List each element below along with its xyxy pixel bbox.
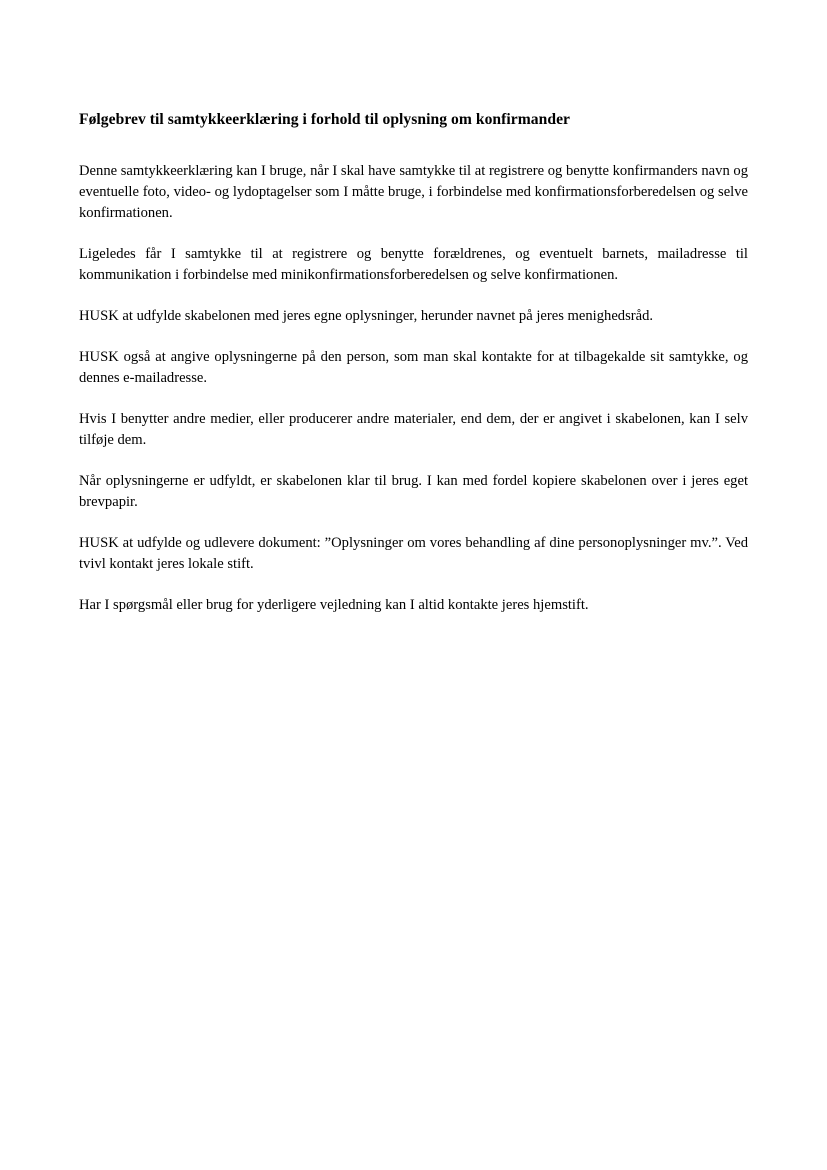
paragraph-spacer xyxy=(79,327,748,347)
paragraph-husk-tilbagekald: HUSK også at angive oplysningerne på den person, som man skal kontakte for at tilbagekalde sit samtykke, og dennes e-mailadresse. xyxy=(79,349,748,386)
title-spacer xyxy=(79,130,748,161)
paragraph-husk-dokument: HUSK at udfylde og udlevere dokument: ”Oplysninger om vores behandling af dine personoplysninger mv.”. Ved tvivl kontakt jeres lokale stift. xyxy=(79,535,748,572)
paragraph-spacer xyxy=(79,451,748,471)
paragraph-spacer xyxy=(79,224,748,244)
paragraph-mailadresse: Ligeledes får I samtykke til at registrere og benytte forældrenes, og eventuelt barnets, mailadresse til kommunikation i forbindelse med minikonfirmationsforberedelsen og selve konfirmationen. xyxy=(79,246,748,283)
paragraph-spacer xyxy=(79,513,748,533)
paragraph-hjemstift: Har I spørgsmål eller brug for yderligere vejledning kan I altid kontakte jeres hjemstift. xyxy=(79,597,589,613)
paragraph-andre-medier: Hvis I benytter andre medier, eller producerer andre materialer, end dem, der er angivet i skabelonen, kan I selv tilføje dem. xyxy=(79,411,748,448)
paragraph-spacer xyxy=(79,286,748,306)
paragraph-husk-udfylde-skabelon: HUSK at udfylde skabelonen med jeres egne oplysninger, herunder navnet på jeres menighedsråd. xyxy=(79,308,654,324)
paragraph-spacer xyxy=(79,575,748,595)
page-title: Følgebrev til samtykkeerklæring i forhold til oplysning om konfirmander xyxy=(79,111,571,128)
document-body xyxy=(79,110,748,616)
paragraph-intro: Denne samtykkeerklæring kan I bruge, når I skal have samtykke til at registrere og benytte konfirmanders navn og eventuelle foto, video- og lydoptagelser som I måtte bruge, i forbindelse med konfirmationsforberedelsen og selve konfirmationen. xyxy=(79,163,748,221)
paragraph-spacer xyxy=(79,389,748,409)
paragraph-brevpapir: Når oplysningerne er udfyldt, er skabelonen klar til brug. I kan med fordel kopiere skabelonen over i jeres eget brevpapir. xyxy=(79,473,748,510)
